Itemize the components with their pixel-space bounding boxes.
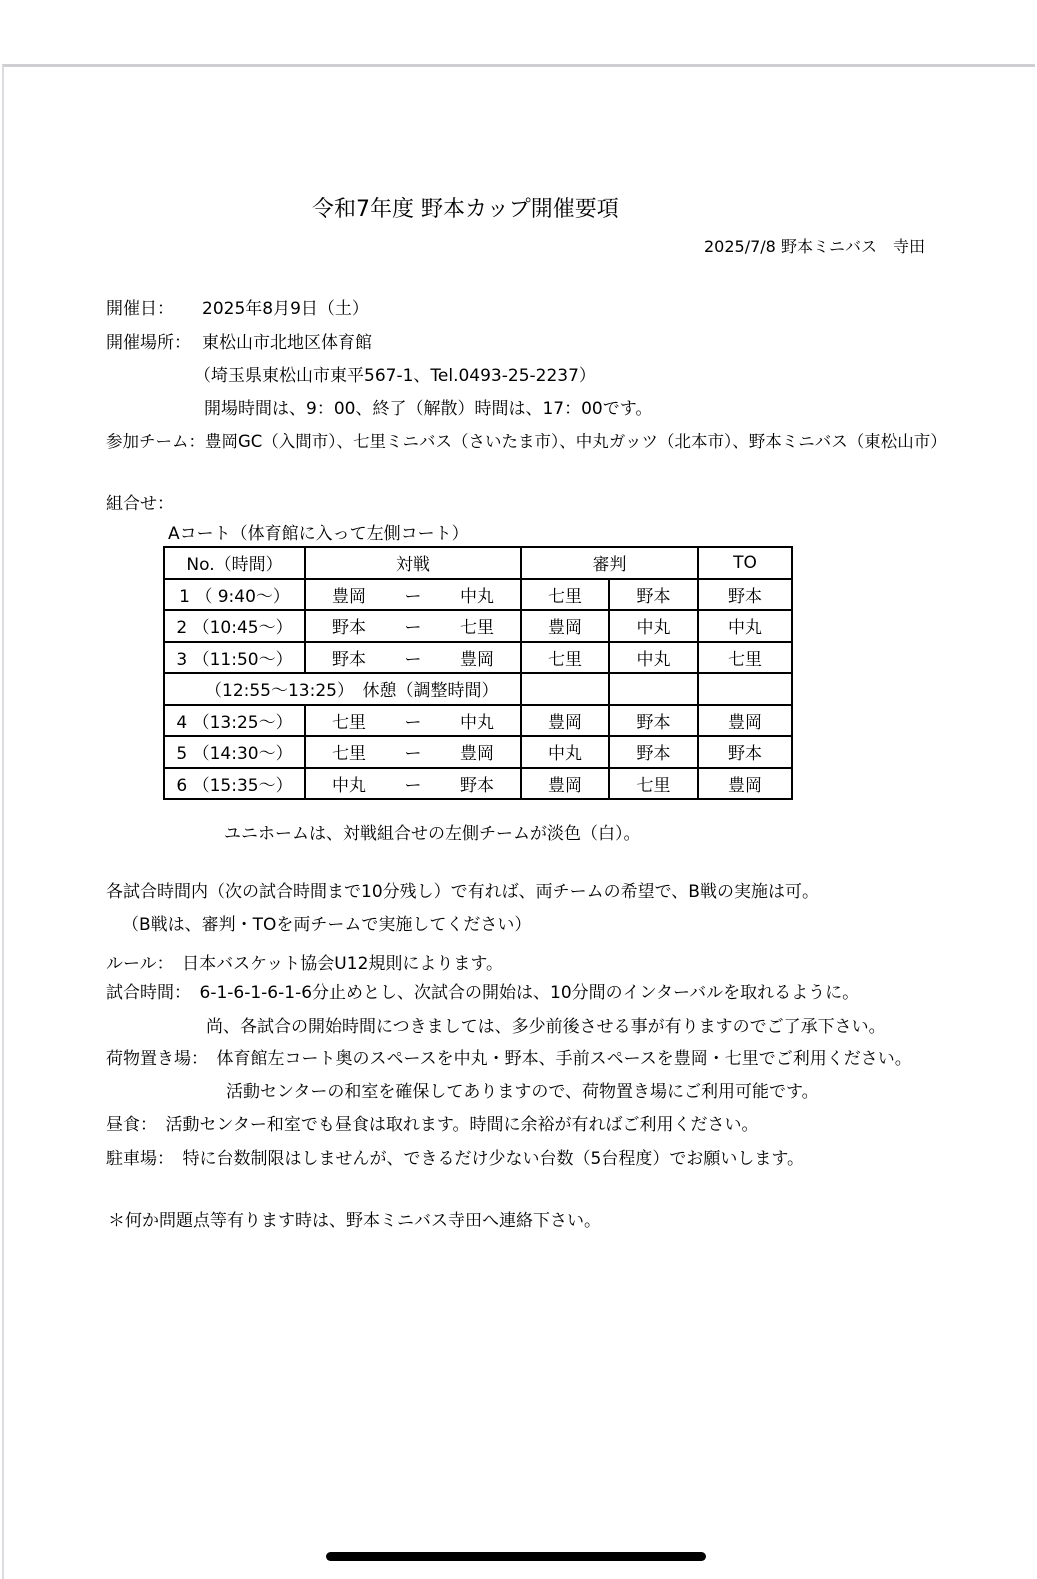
game-time-subline: 尚、各試合の開始時間につきましては、多少前後させる事が有りますのでご了承下さい。: [206, 1017, 886, 1037]
game-number: 2 （10:45〜）: [164, 610, 305, 642]
home-team: 中丸: [332, 775, 366, 796]
table-row: [164, 705, 792, 737]
court-label: Aコート（体育館に入って左側コート）: [168, 524, 469, 544]
game-number: 4 （13:25〜）: [164, 705, 305, 737]
header-referee: 審判: [521, 547, 698, 579]
home-indicator[interactable]: [326, 1552, 706, 1561]
matchup: [305, 642, 521, 674]
referee-2: 中丸: [609, 610, 698, 642]
contact-line: ＊何か問題点等有ります時は、野本ミニバス寺田へ連絡下さい。: [108, 1211, 601, 1231]
lunch-line: 昼食： 活動センター和室でも昼食は取れます。時間に余裕が有ればご利用ください。: [106, 1115, 759, 1135]
table-official: 七里: [698, 642, 792, 674]
document-page: [2, 64, 1035, 1579]
b-game-note: 各試合時間内（次の試合時間まで10分残し）で有れば、両チームの希望で、B戦の実施は可。: [106, 882, 819, 902]
versus-dash: ー: [404, 618, 422, 639]
teams-value: 豊岡GC（入間市）、七里ミニバス（さいたま市）、中丸ガッツ（北本市）、野本ミニバス（東松山市）: [205, 432, 947, 451]
matchup: [305, 736, 521, 768]
break-empty-cell: [609, 673, 698, 705]
break-empty-cell: [521, 673, 609, 705]
open-time: 開場時間は、9：00、終了（解散）時間は、17：00です。: [204, 399, 653, 419]
game-number: 1 （ 9:40〜）: [164, 579, 305, 611]
referee-2: 野本: [609, 705, 698, 737]
referee-1: 豊岡: [521, 768, 609, 800]
uniform-note: ユニホームは、対戦組合せの左側チームが淡色（白）。: [224, 824, 641, 844]
table-official: 豊岡: [698, 768, 792, 800]
matchup: [305, 610, 521, 642]
matchup: [305, 705, 521, 737]
referee-1: 七里: [521, 579, 609, 611]
home-team: 七里: [332, 712, 366, 733]
table-row: [164, 579, 792, 611]
home-team: 豊岡: [332, 586, 366, 607]
teams-line: [106, 431, 947, 453]
referee-2: 野本: [609, 579, 698, 611]
header-match: 対戦: [305, 547, 521, 579]
teams-label: 参加チーム：: [106, 432, 205, 451]
versus-dash: ー: [404, 649, 422, 670]
game-number: 3 （11:50〜）: [164, 642, 305, 674]
luggage-subline: 活動センターの和室を確保してありますので、荷物置き場にご利用可能です。: [226, 1082, 819, 1102]
schedule-table: [163, 546, 793, 800]
home-team: 野本: [332, 618, 366, 639]
game-time-line: 試合時間： 6-1-6-1-6-1-6分止めとし、次試合の開始は、10分間のインターバルを取れるように。: [106, 983, 860, 1003]
game-number: 6 （15:35〜）: [164, 768, 305, 800]
matchup: [305, 579, 521, 611]
date-value: 2025年8月9日（土）: [202, 299, 369, 319]
referee-1: 豊岡: [521, 610, 609, 642]
away-team: 中丸: [460, 712, 494, 733]
versus-dash: ー: [404, 744, 422, 765]
table-official: 豊岡: [698, 705, 792, 737]
rules-line: ルール： 日本バスケット協会U12規則によります。: [106, 954, 504, 974]
break-empty-cell: [698, 673, 792, 705]
away-team: 野本: [460, 775, 494, 796]
table-official: 中丸: [698, 610, 792, 642]
table-official: 野本: [698, 579, 792, 611]
venue-label: 開催場所：: [106, 333, 191, 353]
away-team: 豊岡: [460, 744, 494, 765]
referee-1: 中丸: [521, 736, 609, 768]
issuer-line: 2025/7/8 野本ミニバス 寺田: [704, 237, 925, 256]
header-no: No.（時間）: [164, 547, 305, 579]
home-team: 野本: [332, 649, 366, 670]
table-header-row: [164, 547, 792, 579]
table-row: [164, 736, 792, 768]
venue-value: 東松山市北地区体育館: [202, 333, 372, 353]
home-team: 七里: [332, 744, 366, 765]
table-row: [164, 768, 792, 800]
referee-2: 七里: [609, 768, 698, 800]
schedule-section-label: 組合せ：: [106, 494, 174, 514]
table-row: [164, 642, 792, 674]
table-official: 野本: [698, 736, 792, 768]
away-team: 七里: [460, 618, 494, 639]
header-to: TO: [698, 547, 792, 579]
document-title: 令和7年度 野本カップ開催要項: [312, 197, 619, 222]
versus-dash: ー: [404, 775, 422, 796]
away-team: 豊岡: [460, 649, 494, 670]
referee-2: 中丸: [609, 642, 698, 674]
referee-1: 豊岡: [521, 705, 609, 737]
versus-dash: ー: [404, 712, 422, 733]
break-time: （12:55〜13:25） 休憩（調整時間）: [164, 673, 521, 705]
game-number: 5 （14:30〜）: [164, 736, 305, 768]
referee-2: 野本: [609, 736, 698, 768]
date-label: 開催日：: [106, 299, 174, 319]
b-game-subnote: （B戦は、審判・TOを両チームで実施してください）: [122, 915, 532, 935]
venue-address: （埼玉県東松山市東平567-1、Tel.0493-25-2237）: [194, 366, 596, 386]
parking-line: 駐車場： 特に台数制限はしませんが、できるだけ少ない台数（5台程度）でお願いします。: [106, 1149, 804, 1169]
table-row: [164, 610, 792, 642]
break-row: [164, 673, 792, 705]
luggage-line: 荷物置き場： 体育館左コート奥のスペースを中丸・野本、手前スペースを豊岡・七里でご利用ください。: [106, 1049, 912, 1069]
referee-1: 七里: [521, 642, 609, 674]
versus-dash: ー: [404, 586, 422, 607]
matchup: [305, 768, 521, 800]
away-team: 中丸: [460, 586, 494, 607]
top-blank-area: [0, 0, 1037, 64]
